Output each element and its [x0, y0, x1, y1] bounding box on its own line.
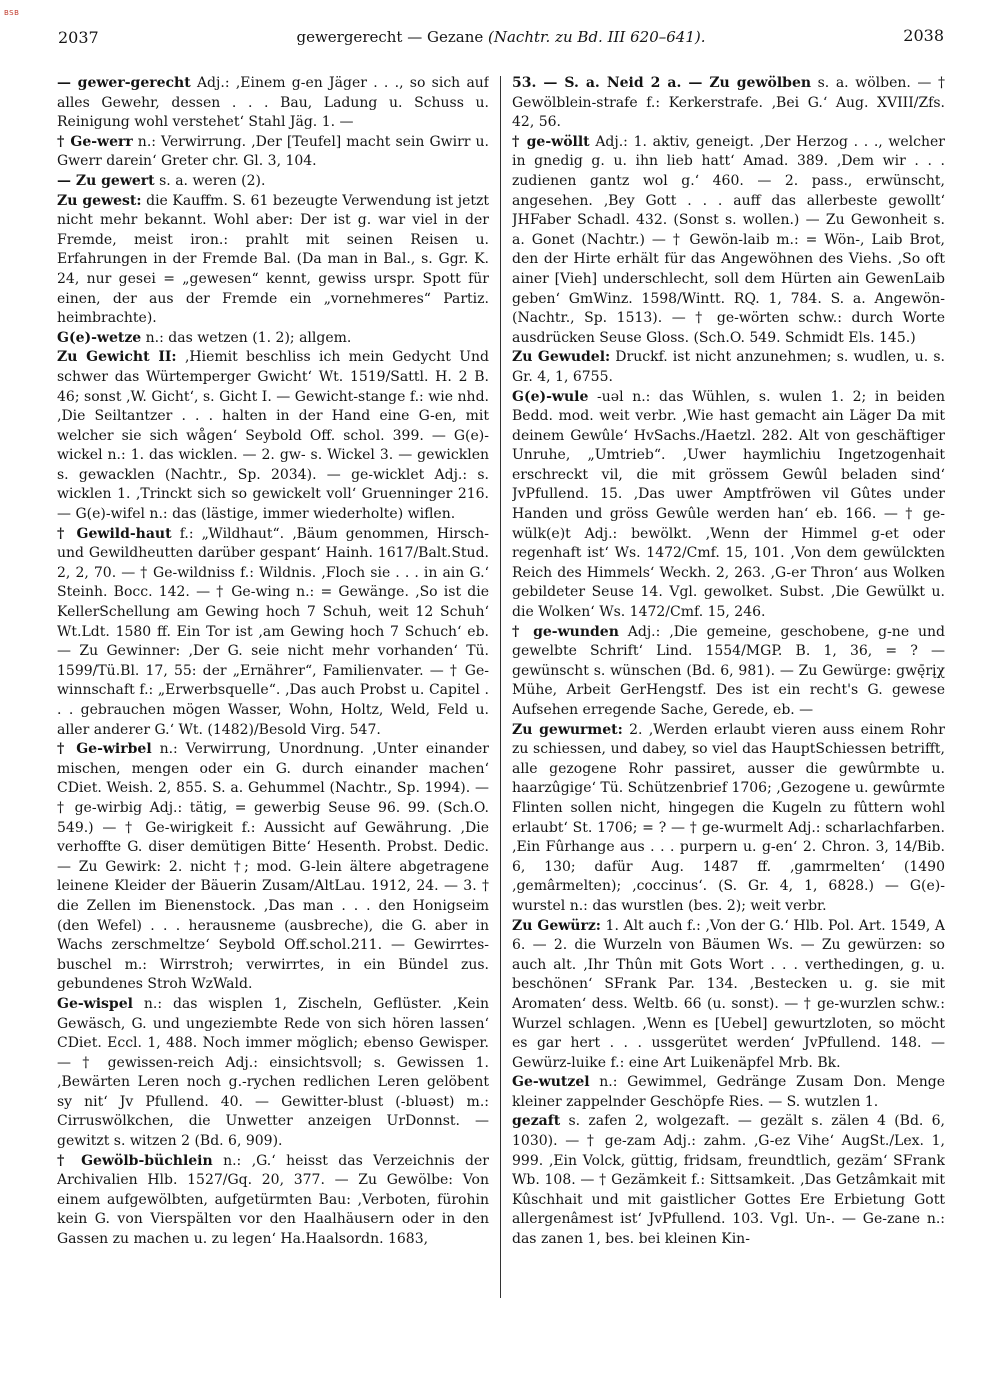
entry-headword: † Ge-werr — [57, 133, 133, 150]
entry — [512, 74, 945, 133]
entry-body: Adj.: ‚Die gemeine, geschobene, g-ne und gewelbte Schrift‘ Lind. 1554/MGP. B. 1, 36, = ? — gewünscht s. wünschen (Bd. 6, 981). — Zu Gewürge: gwę̄rįχ Mühe, Arbeit GerHengstf. Des ist ein recht's G. gewese Aufsehen erregende Sache, Gerede, eb. — — [512, 623, 945, 718]
entry — [512, 1073, 945, 1112]
entry-headword: 53. — S. a. Neid 2 a. — Zu gewölben — [512, 75, 812, 91]
entry-body: ‚Hiemit beschliss ich mein Gedycht Und schwer das Würtemperger Gwicht‘ Wt. 1519/Sattl. H. 2 B. 46; sonst ‚W. Gicht‘, s. Gicht I. — Gewicht-stange f.: wie nhd. ‚Die Seiltantzer . . . halten in der Hand eine G-en, mit welcher sie sich wågen‘ Seybold Off. schol. 399. — G(e)-wickel n.: 1. das wicklen. — 2. gw- s. Wickel 3. — gewicklen s. gewacklen (Nachtr., Sp. 2034). — ge-wicklet Adj.: s. wicklen 1. ‚Trinckt sich so gewickelt voll‘ Gruenninger 216. — G(e)-wifel n.: das (lästige, immer wiederholte) wiflen. — [57, 349, 489, 523]
entry-body: n.: Gewimmel, Gedränge Zusam Don. Menge kleiner zappelnder Geschöpfe Ries. — S. wutzlen 1. — [512, 1074, 945, 1110]
entry — [512, 388, 945, 623]
entry-headword: — Zu gewert — [57, 172, 155, 189]
entry-body: n.: ‚G.‘ heisst das Verzeichnis der Archivalien Hlb. 1527/Gq. 20, 377. — Zu Gewölbe: Von einem aufgewölbten, aufgetürmten Bau: ‚Verboten, fürohin kein G. von Vierspälten vor den Haalhäusern oder in den Gassen zu machen u. zu legen‘ Ha.Haalsordn. 1683, — [57, 1152, 489, 1248]
entry-body: Druckf. ist nicht anzunehmen; s. wudlen, u. s. Gr. 4, 1, 6755. — [512, 349, 945, 385]
entry — [512, 623, 945, 721]
running-header — [58, 22, 944, 52]
entry-headword: Zu Gewicht II: — [57, 349, 177, 366]
entry — [57, 192, 489, 329]
entry-headword: † Gewild-haut — [57, 525, 172, 542]
entry-headword: Zu gewest: — [57, 192, 142, 209]
entry — [57, 995, 489, 1152]
entry — [57, 525, 489, 741]
entry-body: n.: das wisplen 1, Zischeln, Geflüster. ‚Kein Gewäsch, G. und ungeziembte Rede von sich hören lassen‘ CDiet. Eccl. 1, 488. Noch immer möglich; ebenso Gewisper. — † gewissen-reich Adj.: einsichtsvoll; s. Gewissen 1. ‚Bewärten Leren noch g.-rychen redlichen Leren gelöbent sy nit‘ Jv Pfullend. 40. — Gewitter-blust (-bluəst) m.: Cirruswölkchen, die Unwetter anzeigen UrDonnst. — gewitzt s. witzen 2 (Bd. 6, 909). — [57, 995, 489, 1150]
entry-body: -uəl n.: das Wühlen, s. wulen 1. 2; in beiden Bedd. mod. weit verbr. ‚Wie hast gemacht ain Läger Da mit deinem Gewûle‘ HvSachs./Haetzl. 282. Alt von geschäftiger Unruhe, „Umtrieb“. ‚Uwer haymlichiu Ingetzogenhait erschreckt vil, die mit grössem Gewûl beladen sind‘ JvPfullend. 15. ‚Das uwer Amptfröwen vil Gûtes under Handen und gröss Gewûle werden han‘ eb. 166. — † ge-wülk(e)t Adj.: bewölkt. ‚Wenn der Himmel g-et oder regenhaft ist‘ Ws. 1472/Cmf. 15, 101. ‚Von dem gewülckten Reich des Himmels‘ Weckh. 2, 263. ‚G-er Thron‘ aus Wolken gebildeter Seuse 14. Vgl. gewolket. Subst. ‚Die Gewülkt u. die Wolken‘ Ws. 1472/Cmf. 15, 246. — [512, 388, 945, 621]
entry — [57, 1152, 489, 1250]
entry-headword: Zu gewurmet: — [512, 721, 623, 738]
entry-body: s. a. weren (2). — [154, 172, 266, 189]
entry-body: die Kauffm. S. 61 bezeugte Verwendung ist jetzt nicht mehr bekannt. Wohl aber: Der ist g. war viel in der Fremde, meist iron.: prahlt mit seinen Reisen u. Erfahrungen in der Fremde Bal. (Da man in Bal., s. Ggr. K. 24, nur gesei = „gewesen“ kennt, gewiss urspr. Spott für einen, der aus der Fremde ein „vornehmeres“ Partiz. heimbrachte). — [57, 192, 489, 327]
entry — [57, 74, 489, 133]
entry-headword: † Gewölb-büchlein — [57, 1152, 213, 1169]
entry-headword: † ge-wunden — [512, 623, 619, 640]
entry-headword: † Ge-wirbel — [57, 741, 152, 758]
entry — [512, 348, 945, 387]
library-watermark: BSB — [4, 9, 20, 17]
entry-headword: Ge-wispel — [57, 995, 133, 1012]
entry-body: n.: Verwirrung. ‚Der [Teufel] macht sein Gwirr u. Gwerr darein‘ Greter chr. Gl. 3, 104. — [57, 133, 489, 170]
entry-headword: — gewer-gerecht — [57, 75, 191, 91]
running-title-sub: (Nachtr. zu Bd. III 620–641). — [488, 28, 706, 46]
entry-body: n.: das wetzen (1. 2); allgem. — [141, 329, 352, 346]
entry-body: n.: Verwirrung, Unordnung. ‚Unter einander mischen, mengen oder ein G. durch einander machen‘ CDiet. Weish. 2, 855. S. a. Gehummel (Nachtr., Sp. 1994). — † ge-wirbig Adj.: tätig, = gewerbig Seuse 96. 99. (Sch.O. 549.) — † Ge-wirigkeit f.: Aussicht auf Gewährung. ‚Die verhoffte G. diser demütigen Bitte‘ Hesenth. Probst. Dedic. — Zu Gewirk: 2. nicht †; mod. G-lein ältere abgetragene leinene Kleider der Bäuerin Zusam/AltLau. 1912, 24. — 3. † die Zellen im Bienenstock. ‚Das man . . . den Honigseim (den Wefel) . . . herausneme (ausbreche), die G. aber in Wachs zerschmeltze‘ Seybold Off.schol.211. — Gewirrtes-buschel m.: Wirrstroh; verwirrtes, in ein Bündel zus. gebundenes Stroh WzWald. — [57, 741, 489, 993]
right-column — [512, 74, 945, 1294]
entry-body: s. zafen 2, wolgezaft. — gezält s. zälen 4 (Bd. 6, 1030). — † ge-zam Adj.: zahm. ‚G-ez Vihe‘ AugSt./Lex. 1, 999. ‚Ein Volck, güttig, fridsam, freundtlich, gezäm‘ SFrank Wb. 108. — † Gezämkeit f.: Sittsamkeit. ‚Das Getzâmkait mit Kûschhait und mit gaistlicher Gottes Ere Erbietung Gott allergenâmest ist‘ JvPfullend. 103. Vgl. Un-. — Ge-zane n.: das zanen 1, bes. bei kleinen Kin- — [512, 1113, 945, 1248]
page-number-left: 2037 — [58, 28, 99, 47]
left-column — [57, 74, 489, 1314]
entry — [57, 348, 489, 524]
entry — [512, 917, 945, 1074]
entry-body: 1. Alt auch f.: ‚Von der G.‘ Hlb. Pol. Art. 1549, A 6. — 2. die Wurzeln von Bäumen Ws. — Zu gewürzen: so auch alt. ‚Ihr Thûn mit Gots Wort . . . verthedingen, g. u. beschönen‘ SFrank Par. 134. ‚Bestecken u. g. sie mit Aromaten‘ dess. Weltb. 66 (u. sonst). — † ge-wurzlen schw.: Wurzel schlagen. ‚Wenn es [Uebel] gewurtzloten, so möcht es gar hert . . . ussgerütet werden‘ JvPfullend. 148. — Gewürz-luike f.: eine Art Luikenäpfel Mrb. Bk. — [512, 917, 945, 1071]
entry — [57, 740, 489, 995]
entry-headword: G(e)-wetze — [57, 329, 142, 346]
entry — [57, 172, 489, 192]
entry-body: Adj.: 1. aktiv, geneigt. ‚Der Herzog . . ., welcher in gnedig g. u. ihn lieb hatt‘ Amad. 389. ‚Dem wir . . . zudienen gantz wol g.‘ 460. — 2. pass., erwünscht, angesehen. ‚Bey Gott . . . auff das allerbeste gewollt‘ JHFaber Schadl. 432. (Sonst s. wollen.) — Zu Gewonheit s. a. Gonet (Nachtr.) — † Gewön-laib m.: = Wön-, Laib Brot, den der Hirte erhält für das Angewöhnen des Viehs. ‚So oft ainer [Vieh] underschlecht, soll dem Hürten ain GewenLaib geben‘ GmWinz. 1598/Wintt. RQ. 1, 784. S. a. Angewön- (Nachtr., Sp. 1513). — † ge-wörten schw.: durch Worte ausdrücken Seuse Gloss. (Sch.O. 549. Schmidt Els. 145.) — [512, 133, 945, 346]
entry-body: f.: „Wildhaut“. ‚Bäum genommen, Hirsch- und Gewildheutten darüber gespant‘ Hainh. 1617/Balt.Stud. 2, 2, 70. — † Ge-wildniss f.: Wildnis. ‚Floch sie . . . in ain G.‘ Steinh. Bocc. 142. — † Ge-wing n.: = Gewänge. ‚So ist die KellerSchellung am Gewing hoch 7 Schuh, weit 12 Schuh‘ Wt.Ldt. 1580 ff. Ein Tor ist ‚am Gewing hoch 7 Schuch‘ eb. — Zu Gewinner: ‚Der G. seie nicht mehr vorhanden‘ Tü. 1599/Tü.Bl. 17, 55: der „Ernährer“, Familienvater. — † Ge-winnschaft f.: „Erwerbsquelle“. ‚Das auch Probst u. Capitel . . . gebrauchen mögen Wasser, Wohn, Holtz, Weld, Feld u. aller anderer G.‘ Wt. (1482)/Besold Virg. 547. — [57, 525, 489, 738]
entry — [512, 133, 945, 349]
entry — [57, 133, 489, 172]
entry-headword: G(e)-wule — [512, 388, 589, 405]
entry — [512, 1112, 945, 1249]
entry-headword: † ge-wöllt — [512, 133, 590, 150]
entry-headword: Zu Gewudel: — [512, 349, 611, 366]
entry — [512, 721, 945, 917]
running-title-main: gewergerecht — Gezane — [296, 28, 484, 46]
entry-headword: Ge-wutzel — [512, 1074, 590, 1091]
entry — [57, 329, 489, 349]
entry-headword: gezaft — [512, 1113, 561, 1130]
running-title — [58, 28, 944, 46]
entry-body: Adj.: ‚Einem g-en Jäger . . ., so sich auf alles Gewehr, dessen . . . Bau, Ladung u. Schuss u. Reinigung wohl verstehet‘ Stahl Jäg. 1. — — [57, 75, 489, 131]
entry-body: 2. ‚Werden erlaubt vieren auss einem Rohr zu schiessen, und dabey, so viel das HauptSchiessen betrifft, alle gezogene Rohr passiret, ausser die gewûrmbte u. haarzûgige‘ Tü. Schützenbrief 1706; ‚Gezogene u. gewûrmte Flinten sollen nicht, hingegen die Kugeln zu fûttern wohl erlaubt‘ St. 1706; = ? — † ge-wurmelt Adj.: scharlachfarben. ‚Ein Fûrhange aus . . . purpern u. g-en‘ 2. Chron. 3, 14/Bib. 6, 130; dafür Aug. 1487 ff. ‚gamrmelten‘ (1490 ‚gemârmelten); ‚coccinus‘. (S. Gr. 4, 1, 6828.) — G(e)-wurstel n.: das wurstlen (bes. 2); weit verbr. — [512, 721, 945, 914]
column-divider — [500, 76, 501, 1298]
entry-headword: Zu Gewürz: — [512, 917, 601, 934]
page-number-right: 2038 — [903, 26, 944, 45]
entry-body: s. a. wölben. — † Gewölblein-strafe f.: Kerkerstrafe. ‚Bei G.‘ Aug. XVIII/Zfs. 42, 56. — [512, 75, 945, 131]
